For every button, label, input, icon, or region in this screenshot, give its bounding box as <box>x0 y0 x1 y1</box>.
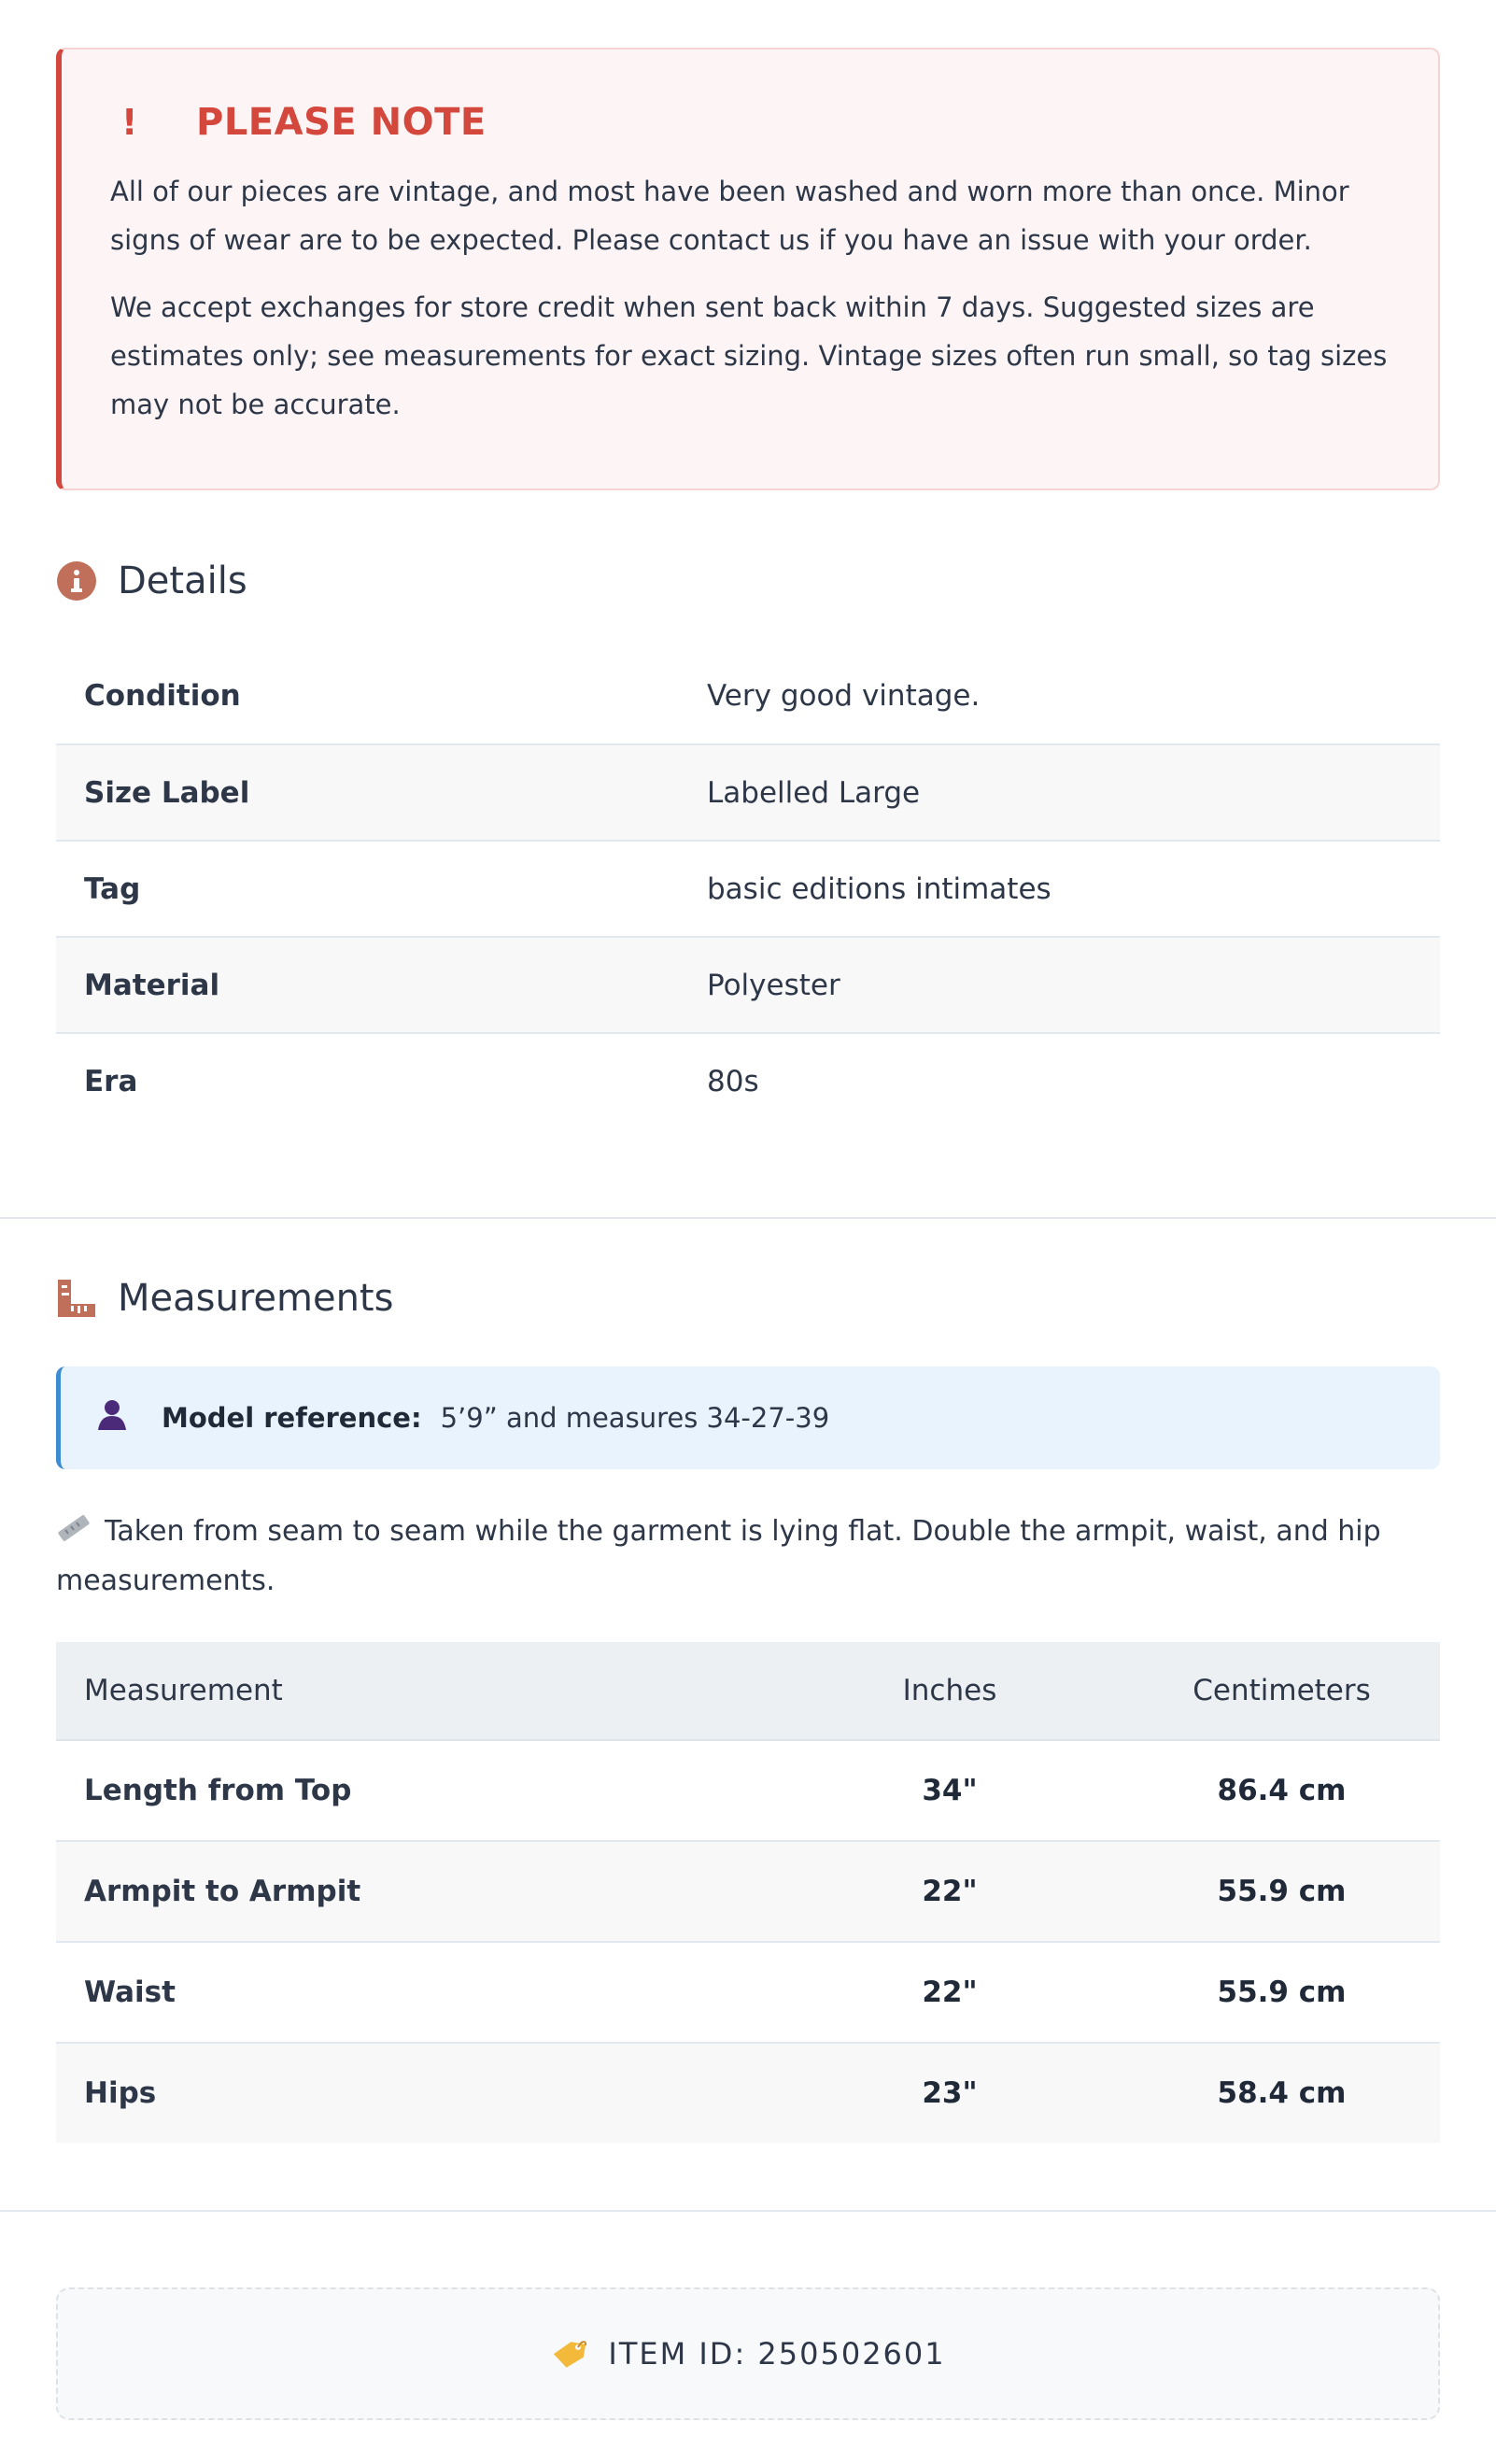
column-header-centimeters: Centimeters <box>1123 1642 1440 1740</box>
details-label: Tag <box>56 841 679 937</box>
table-row <box>56 1942 1440 2043</box>
details-value: 80s <box>707 1065 759 1098</box>
measurement-cm: 55.9 cm <box>1123 1841 1440 1942</box>
ruler-icon <box>56 1278 97 1319</box>
measurement-inches: 22" <box>776 1942 1123 2043</box>
details-row-era <box>56 1033 1440 1129</box>
person-icon <box>96 1398 128 1438</box>
details-label: Condition <box>56 648 679 744</box>
details-table-container <box>56 648 1440 1129</box>
measurement-instructions <box>56 1508 1440 1606</box>
measurement-name: Hips <box>56 2043 776 2143</box>
item-id-box <box>56 2287 1440 2420</box>
details-row-condition <box>56 648 1440 744</box>
measurement-name: Waist <box>56 1942 776 2043</box>
note-paragraph-exchanges: We accept exchanges for store credit when sent back within 7 days. Suggested sizes are estimates only; see measurements for exact sizing. Vintage sizes often run small, so tag sizes may not be accurate. <box>110 291 1388 420</box>
details-row-material <box>56 937 1440 1033</box>
model-reference-box <box>56 1367 1440 1469</box>
details-label: Era <box>84 1065 138 1098</box>
measurement-cm: 58.4 cm <box>1123 2043 1440 2143</box>
details-title: Details <box>118 559 247 602</box>
details-value: Very good vintage. <box>679 648 1440 744</box>
measurements-title: Measurements <box>118 1277 394 1320</box>
table-row <box>56 2043 1440 2143</box>
details-label: Material <box>56 937 679 1033</box>
details-header <box>56 553 1440 609</box>
section-divider <box>0 1217 1496 1219</box>
table-row <box>56 1841 1440 1942</box>
column-header-measurement: Measurement <box>56 1642 776 1740</box>
model-reference-value: 5’9” and measures 34-27-39 <box>440 1402 830 1434</box>
details-label: Size Label <box>56 744 679 841</box>
table-row <box>56 1740 1440 1841</box>
measurement-name: Length from Top <box>56 1740 776 1841</box>
measurements-table <box>56 1642 1440 2143</box>
ruler-small-icon <box>56 1508 92 1557</box>
please-note-title: PLEASE NOTE <box>196 101 487 144</box>
details-row-tag <box>56 841 1440 937</box>
measurement-name: Armpit to Armpit <box>56 1841 776 1942</box>
measurement-cm: 86.4 cm <box>1123 1740 1440 1841</box>
details-table <box>56 648 1440 1129</box>
model-reference-label: Model reference: <box>162 1402 422 1434</box>
details-value: Polyester <box>679 937 1440 1033</box>
exclamation-icon: ! <box>121 102 138 143</box>
measurement-inches: 34" <box>776 1740 1123 1841</box>
measurement-inches: 23" <box>776 2043 1123 2143</box>
details-value: Labelled Large <box>679 744 1440 841</box>
info-circle-icon <box>56 560 97 602</box>
section-divider <box>0 2210 1496 2212</box>
measurements-header-row <box>56 1642 1440 1740</box>
details-row-size-label <box>56 744 1440 841</box>
measurement-instructions-text: Taken from seam to seam while the garment is lying flat. Double the armpit, waist, and hip measurements. <box>56 1515 1381 1597</box>
details-value: basic editions intimates <box>679 841 1440 937</box>
please-note-box <box>56 48 1440 490</box>
column-header-inches: Inches <box>776 1642 1123 1740</box>
item-id-text: ITEM ID: 250502601 <box>608 2336 946 2372</box>
tag-icon <box>550 2338 587 2370</box>
measurements-header <box>56 1270 1440 1326</box>
measurements-table-container <box>56 1642 1440 2143</box>
please-note-header <box>110 96 1391 149</box>
measurement-cm: 55.9 cm <box>1123 1942 1440 2043</box>
measurement-inches: 22" <box>776 1841 1123 1942</box>
note-paragraph-wear: All of our pieces are vintage, and most have been washed and worn more than once. Minor signs of wear are to be expected. Please contact us if you have an issue with your order. <box>110 176 1349 256</box>
